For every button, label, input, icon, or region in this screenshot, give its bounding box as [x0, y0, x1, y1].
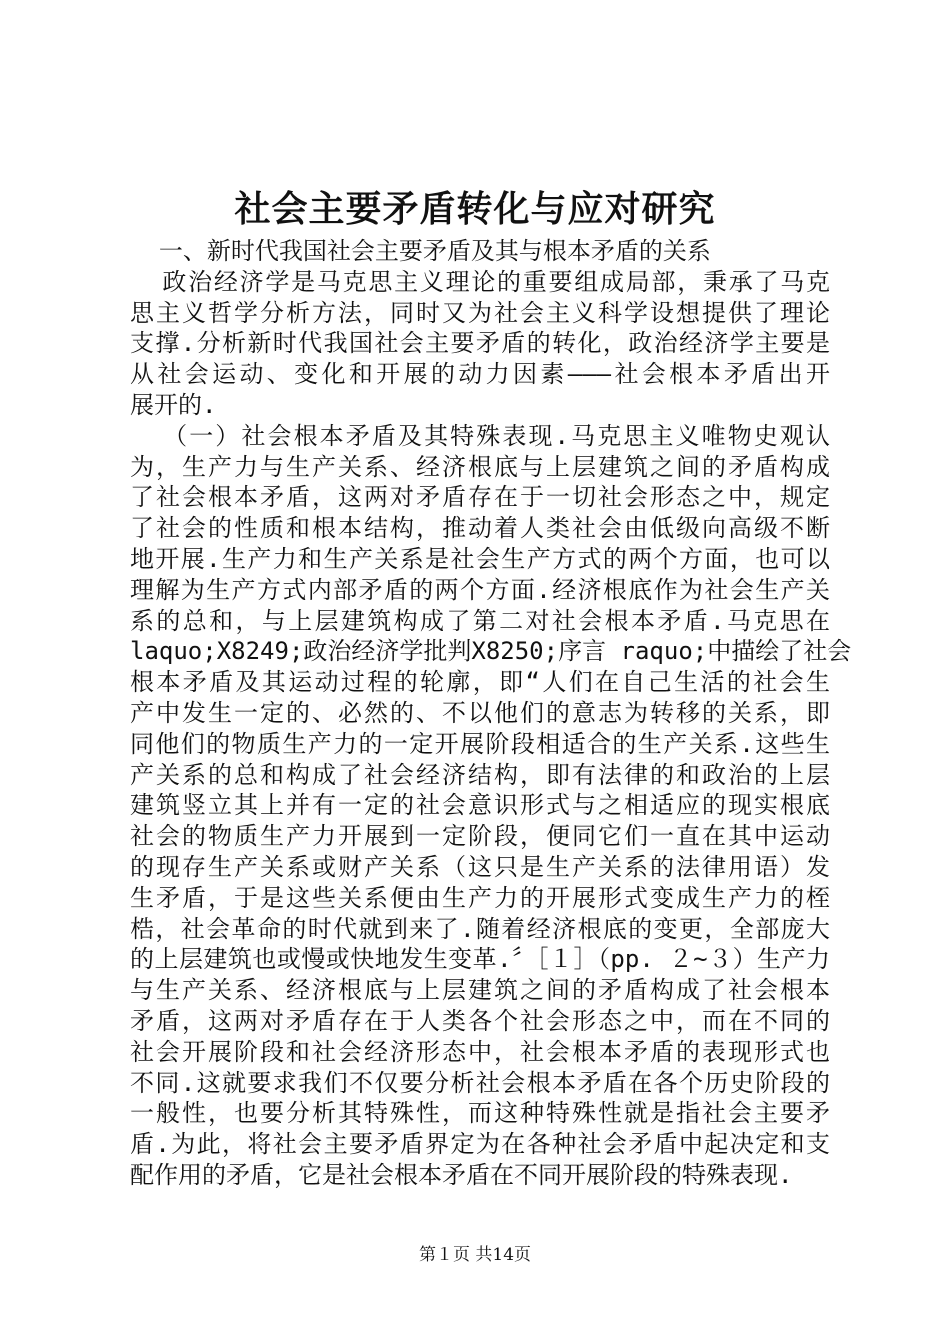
text-line: 理解为生产方式内部矛盾的两个方面.经济根底作为社会生产关 — [130, 575, 830, 604]
text-line: 从社会运动、变化和开展的动力因素———社会根本矛盾出开 — [130, 360, 830, 389]
text-line: 地开展.生产力和生产关系是社会生产方式的两个方面，也可以 — [130, 544, 830, 573]
text-line: 梏，社会革命的时代就到来了.随着经济根底的变更，全部庞大 — [130, 914, 830, 943]
page-footer: 第１页 共14页 — [418, 1245, 532, 1265]
text-line: 社会的物质生产力开展到一定阶段，便同它们一直在其中运动 — [130, 822, 830, 851]
text-line: 盾.为此，将社会主要矛盾界定为在各种社会矛盾中起决定和支 — [130, 1130, 830, 1159]
text-line: 一般性，也要分析其特殊性，而这种特殊性就是指社会主要矛 — [130, 1099, 830, 1128]
text-line: 建筑竖立其上并有一定的社会意识形式与之相适应的现实根底 — [130, 791, 830, 820]
text-line: 展开的. — [130, 390, 217, 419]
text-line: 生矛盾，于是这些关系便由生产力的开展形式变成生产力的桎 — [130, 883, 830, 912]
text-line: 的上层建筑也或慢或快地发生变革.〞［１］（pp. ２~３）生产力 — [130, 945, 830, 974]
text-line: 系的总和，与上层建筑构成了第二对社会根本矛盾.马克思在 — [130, 606, 830, 635]
text-line: 配作用的矛盾，它是社会根本矛盾在不同开展阶段的特殊表现. — [130, 1160, 793, 1189]
text-line: 为，生产力与生产关系、经济根底与上层建筑之间的矛盾构成 — [130, 452, 830, 481]
text-line: 了社会根本矛盾，这两对矛盾存在于一切社会形态之中，规定 — [130, 483, 830, 512]
text-line: 一、新时代我国社会主要矛盾及其与根本矛盾的关系 — [130, 237, 711, 265]
text-line: 了社会的性质和根本结构，推动着人类社会由低级向高级不断 — [130, 514, 830, 543]
document-body — [130, 236, 852, 1191]
text-line: 社会开展阶段和社会经济形态中，社会根本矛盾的表现形式也 — [130, 1037, 830, 1066]
text-line: 同他们的物质生产力的一定开展阶段相适合的生产关系.这些生 — [130, 729, 830, 758]
text-line: laquo;X8249;政治经济学批判X8250;序言 raquo;中描绘了社会 — [130, 637, 852, 666]
text-line: 支撑.分析新时代我国社会主要矛盾的转化，政治经济学主要是 — [130, 329, 830, 358]
text-line: 思主义哲学分析方法，同时又为社会主义科学设想提供了理论 — [130, 298, 830, 327]
text-line: 产关系的总和构成了社会经济结构，即有法律的和政治的上层 — [130, 760, 830, 789]
text-line: 的现存生产关系或财产关系（这只是生产关系的法律用语）发 — [130, 852, 830, 881]
text-line: 不同.这就要求我们不仅要分析社会根本矛盾在各个历史阶段的 — [130, 1068, 830, 1097]
text-line: 产中发生一定的、必然的、不以他们的意志为转移的关系，即 — [130, 698, 830, 727]
text-line: 根本矛盾及其运动过程的轮廓，即“人们在自己生活的社会生 — [130, 668, 830, 697]
text-line: （一）社会根本矛盾及其特殊表现.马克思主义唯物史观认 — [130, 421, 830, 450]
text-line: 矛盾，这两对矛盾存在于人类各个社会形态之中，而在不同的 — [130, 1006, 830, 1035]
text-line: 政治经济学是马克思主义理论的重要组成局部，秉承了马克 — [130, 267, 830, 296]
text-line: 与生产关系、经济根底与上层建筑之间的矛盾构成了社会根本 — [130, 976, 830, 1005]
document-title: 社会主要矛盾转化与应对研究 — [234, 188, 716, 230]
